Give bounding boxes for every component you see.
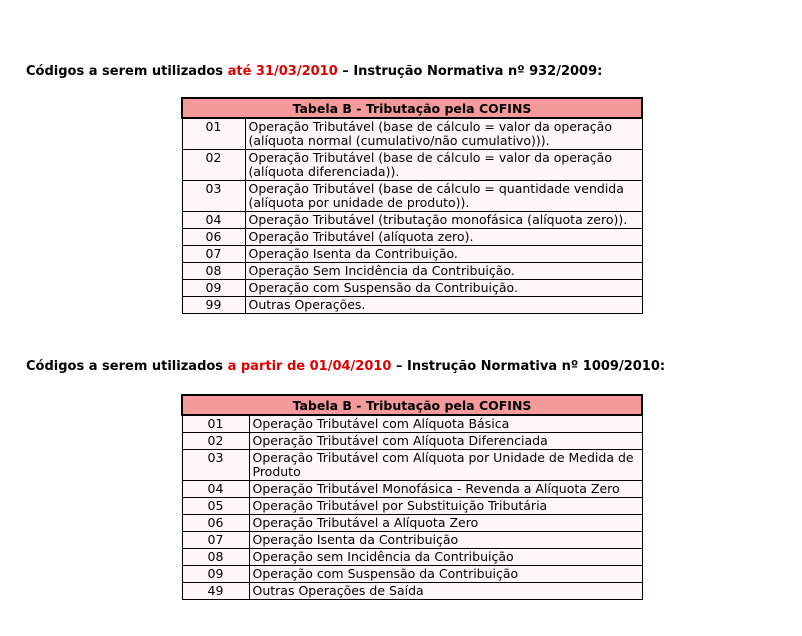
row-code: 99 xyxy=(182,297,245,314)
row-code: 01 xyxy=(182,415,249,433)
row-description: Operação Tributável com Alíquota Diferenciada xyxy=(249,433,642,450)
row-code: 08 xyxy=(182,549,249,566)
row-description: Operação Sem Incidência da Contribuição. xyxy=(245,263,642,280)
row-description: Operação Tributável (base de cálculo = valor da operação (alíquota diferenciada)). xyxy=(245,150,642,181)
cofins-table-2-title: Tabela B - Tributação pela COFINS xyxy=(182,395,642,415)
section1-heading-suffix: – Instrução Normativa nº 932/2009: xyxy=(337,64,603,79)
table-row xyxy=(182,515,642,532)
row-code: 02 xyxy=(182,433,249,450)
row-description: Outras Operações de Saída xyxy=(249,583,642,600)
row-code: 05 xyxy=(182,498,249,515)
cofins-table-2 xyxy=(181,394,643,600)
row-description: Operação Tributável (base de cálculo = valor da operação (alíquota normal (cumulativo/não cumulativo))). xyxy=(245,118,642,150)
section2-heading xyxy=(26,359,665,374)
table-row xyxy=(182,150,642,181)
table-row xyxy=(182,118,642,150)
row-description: Operação Tributável a Alíquota Zero xyxy=(249,515,642,532)
row-description: Operação Tributável com Alíquota Básica xyxy=(249,415,642,433)
row-code: 01 xyxy=(182,118,245,150)
row-description: Operação Tributável (alíquota zero). xyxy=(245,229,642,246)
table-row xyxy=(182,532,642,549)
row-description: Operação Tributável (tributação monofásica (alíquota zero)). xyxy=(245,212,642,229)
section1-heading-date: até 31/03/2010 xyxy=(227,64,338,79)
row-code: 09 xyxy=(182,280,245,297)
row-description: Operação Isenta da Contribuição. xyxy=(245,246,642,263)
table-row xyxy=(182,450,642,481)
table-row xyxy=(182,263,642,280)
table-row xyxy=(182,549,642,566)
table-row xyxy=(182,498,642,515)
table-row xyxy=(182,583,642,600)
table-row xyxy=(182,280,642,297)
row-code: 09 xyxy=(182,566,249,583)
row-description: Operação Tributável com Alíquota por Unidade de Medida de Produto xyxy=(249,450,642,481)
section1-heading xyxy=(26,64,602,79)
row-description: Operação Tributável (base de cálculo = quantidade vendida (alíquota por unidade de produto)). xyxy=(245,181,642,212)
section2-heading-suffix: – Instrução Normativa nº 1009/2010: xyxy=(391,359,666,374)
section2-heading-date: a partir de 01/04/2010 xyxy=(227,359,392,374)
row-code: 49 xyxy=(182,583,249,600)
row-code: 07 xyxy=(182,246,245,263)
table-row xyxy=(182,566,642,583)
row-code: 03 xyxy=(182,450,249,481)
row-code: 04 xyxy=(182,481,249,498)
row-description: Operação Tributável Monofásica - Revenda a Alíquota Zero xyxy=(249,481,642,498)
table-row xyxy=(182,433,642,450)
row-code: 06 xyxy=(182,229,245,246)
row-code: 04 xyxy=(182,212,245,229)
row-description: Operação sem Incidência da Contribuição xyxy=(249,549,642,566)
row-description: Operação com Suspensão da Contribuição. xyxy=(245,280,642,297)
row-description: Operação Tributável por Substituição Tributária xyxy=(249,498,642,515)
table-row xyxy=(182,212,642,229)
row-description: Outras Operações. xyxy=(245,297,642,314)
row-code: 03 xyxy=(182,181,245,212)
row-code: 08 xyxy=(182,263,245,280)
row-code: 06 xyxy=(182,515,249,532)
table-row xyxy=(182,181,642,212)
table-row xyxy=(182,415,642,433)
section1-heading-prefix: Códigos a serem utilizados xyxy=(26,64,228,79)
row-description: Operação com Suspensão da Contribuição xyxy=(249,566,642,583)
section2-heading-prefix: Códigos a serem utilizados xyxy=(26,359,228,374)
row-description: Operação Isenta da Contribuição xyxy=(249,532,642,549)
table-row xyxy=(182,481,642,498)
cofins-table-1-title: Tabela B - Tributação pela COFINS xyxy=(182,98,642,118)
table-row xyxy=(182,297,642,314)
cofins-table-1 xyxy=(181,97,643,314)
table-row xyxy=(182,229,642,246)
row-code: 02 xyxy=(182,150,245,181)
row-code: 07 xyxy=(182,532,249,549)
table-row xyxy=(182,246,642,263)
